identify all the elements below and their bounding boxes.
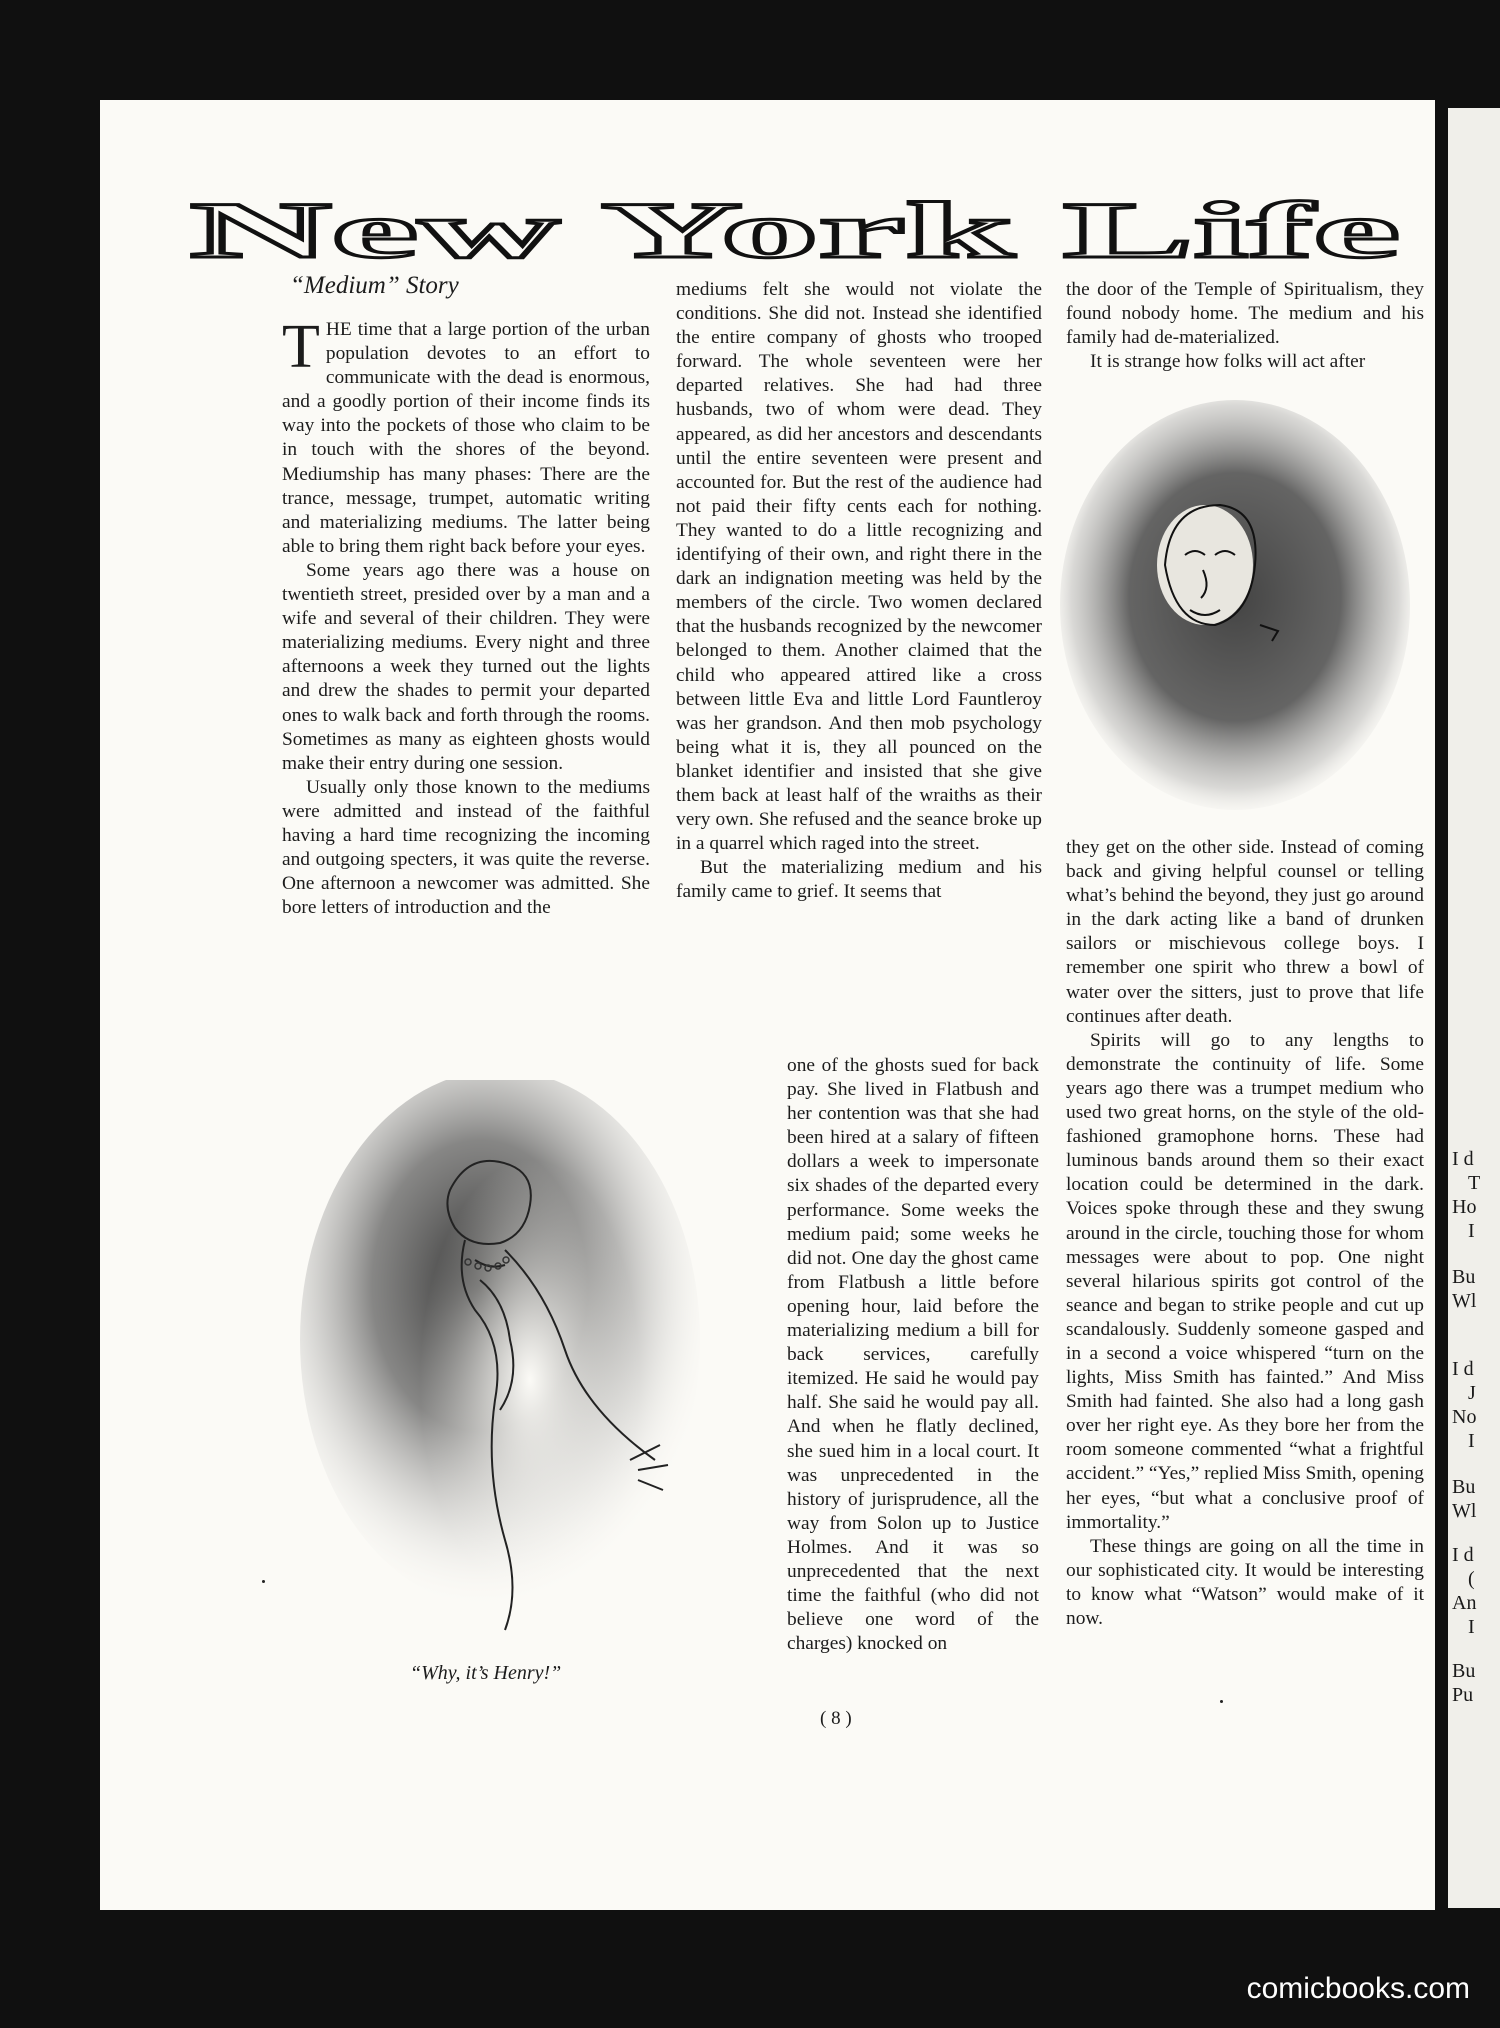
paragraph: they get on the other side. Instead of coming back and giving helpful counsel or telling what’s behind the beyond, they just go around in the dark acting like a band of drunken sailors or mischievous college boys. I remember one spirit who threw a bowl of water over the sitters, just to prove that life continues after death. — [1066, 837, 1424, 1027]
ghost-face-illustration — [1055, 395, 1410, 815]
fragment: Bu — [1452, 1476, 1476, 1498]
adjacent-page-text — [1448, 108, 1500, 1908]
fragment: An — [1452, 1592, 1477, 1614]
fragment: I d — [1452, 1148, 1474, 1170]
fragment: J — [1468, 1382, 1476, 1404]
fragment: Pu — [1452, 1684, 1474, 1706]
paragraph: Some years ago there was a house on twentieth street, presided over by a man and a wife and several of their children. They were materializing mediums. Every night and three afternoons a week they turned out the lights and drew the shades to permit your departed ones to walk back and forth through the rooms. Sometimes as many as eighteen ghosts would make their entry during one session. — [282, 559, 650, 774]
fragment: I d — [1452, 1358, 1474, 1380]
fragment: ( — [1468, 1568, 1475, 1590]
fragment: I — [1468, 1220, 1475, 1242]
site-watermark: comicbooks.com — [1246, 1972, 1470, 2005]
fragment: I d — [1452, 1544, 1474, 1566]
page-number: ( 8 ) — [820, 1708, 852, 1729]
paragraph: Spirits will go to any lengths to demonstrate the continuity of life. Some years ago there was a trumpet medium who used two great horns, on the style of the old-fashioned gramophone horns. These had luminous bands around them so their exact location could be determined in the dark. Voices spoke through these and they swung around in the circle, touching those for whom messages were about to pop. One night several hilarious spirits got control of the seance and began to strike people and cut up scandalously. Suddenly someone gasped and in a second a voice whispered “turn on the lights, Miss Smith has fainted.” And Miss Smith had fainted. She also had a long gash over her right eye. As they bore her from the room someone commented “what a frightful accident.” “Yes,” replied Miss Smith, opening her eyes, “but what a conclusive proof of immortality.” — [1066, 1029, 1424, 1533]
story-heading: “Medium” Story — [290, 272, 459, 299]
column-3 — [1066, 278, 1424, 374]
column-2 — [676, 278, 1042, 904]
paragraph: Usually only those known to the mediums were admitted and instead of the faithful having a hard time recognizing the incoming and outgoing specters, it was quite the reverse. One afternoon a newcomer was admitted. She bore letters of introduction and the — [282, 776, 650, 919]
fragment: Wl — [1452, 1500, 1477, 1522]
paragraph: THE time that a large portion of the urban population devotes to an effort to communicate with the dead is enormous, and a goodly portion of their income finds its way into the pockets of those who claim to be in touch with the shores of the beyond. Mediumship has many phases: There are the trance, message, trumpet, automatic writing and materializing mediums. The latter being able to bring them right back before your eyes. — [282, 313, 650, 557]
fragment: I — [1468, 1616, 1475, 1638]
woman-illustration — [300, 1080, 750, 1640]
print-speck — [262, 1580, 265, 1583]
masthead-title: New York Life — [190, 197, 1400, 265]
masthead — [190, 197, 1410, 265]
fragment: Bu — [1452, 1660, 1476, 1682]
fragment: T — [1468, 1172, 1481, 1194]
drop-cap: T — [282, 313, 320, 381]
print-speck — [1220, 1700, 1223, 1703]
column-2-continued — [787, 1054, 1039, 1656]
column-3-continued — [1066, 836, 1424, 1631]
fragment: I — [1468, 1430, 1475, 1452]
paragraph: These things are going on all the time in our sophisticated city. It would be interesting to know what “Watson” would make of it now. — [1066, 1535, 1424, 1629]
paragraph: It is strange how folks will act after — [1090, 351, 1366, 373]
illustration-caption: “Why, it’s Henry!” — [410, 1662, 562, 1684]
column-1 — [282, 313, 650, 920]
paragraph: one of the ghosts sued for back pay. She lived in Flatbush and her contention was that she had been hired at a salary of fifteen dollars a week to impersonate six shades of the departed every performance. Some weeks the medium paid; some weeks he did not. One day the ghost came from Flatbush a little before opening hour, laid before the materializing medium a bill for back services, carefully itemized. He said he would pay half. She said he would pay all. And when he flatly declined, she sued him in a local court. It was unprecedented in the history of jurisprudence, all the way from Solon up to Justice Holmes. And it was so unprecedented that the next time the faithful (who did not believe one word of the charges) knocked on — [787, 1055, 1039, 1655]
paragraph: But the materializing medium and his family came to grief. It seems that — [676, 857, 1042, 903]
fragment: Wl — [1452, 1290, 1477, 1312]
paragraph: mediums felt she would not violate the conditions. She did not. Instead she identified the entire company of ghosts who trooped forward. The whole seventeen were her departed relatives. She had had three husbands, two of whom were dead. They appeared, as did her ancestors and descendants until the entire seventeen were present and accounted for. But the rest of the audience had not paid their fifty cents each for nothing. They wanted to do a little recognizing and identifying of their own, and right there in the dark an indignation meeting was held by the members of the circle. Two women declared that the husbands recognized by the newcomer belonged to them. Another claimed that the child who appeared attired like a cross between little Eva and little Lord Fauntleroy was her grandson. And then mob psychology being what it is, they all pounced on the blanket identifier and insisted that she give them back at least half of the wraiths as their very own. She refused and the seance broke up in a quarrel which raged into the street. — [676, 279, 1042, 855]
fragment: Bu — [1452, 1266, 1476, 1288]
fragment: No — [1452, 1406, 1477, 1428]
paragraph: the door of the Temple of Spiritualism, they found nobody home. The medium and his family had de-materialized. — [1066, 279, 1424, 349]
fragment: Ho — [1452, 1196, 1477, 1218]
